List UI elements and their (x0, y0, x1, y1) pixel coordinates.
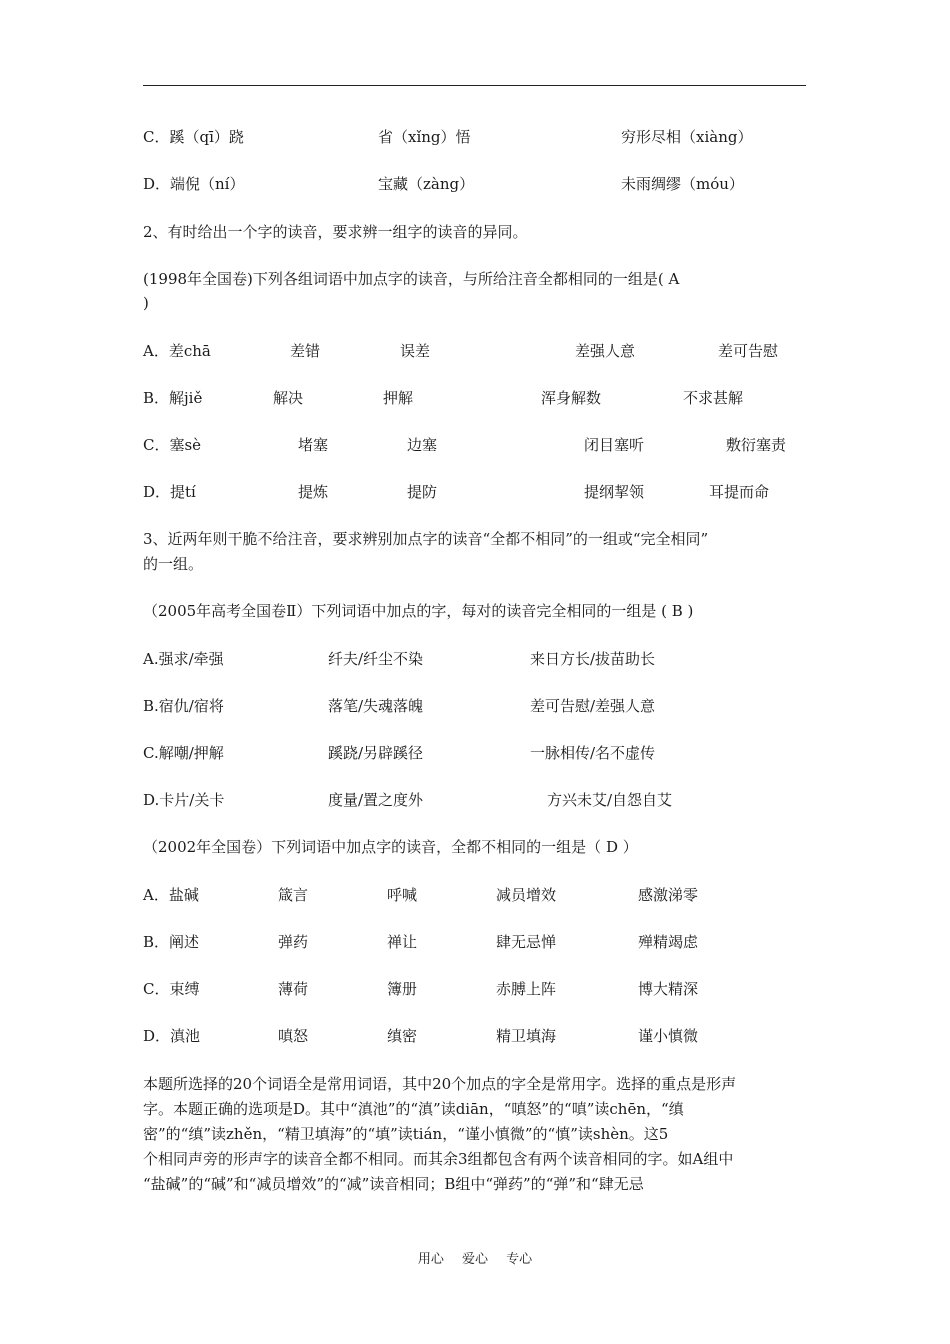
explanation-line-4: 个相同声旁的形声字的读音全都不相同。而其余3组都包含有两个读音相同的字。如A组中 (143, 1150, 734, 1168)
section-3-heading-line2: 的一组。 (143, 555, 204, 573)
q2005-a-1: A.强求/牵强 (143, 650, 224, 668)
q1-option-d-2: 宝藏（zàng） (378, 175, 475, 193)
explanation-line-1: 本题所选择的20个词语全是常用词语，其中20个加点的字全是常用字。选择的重点是形声 (143, 1075, 737, 1093)
q2002-a-3: 呼喊 (387, 886, 418, 904)
q2002-c-4: 赤膊上阵 (496, 980, 557, 998)
q1998-d-1: D．提tí (143, 483, 196, 501)
q1998-c-2: 堵塞 (298, 436, 329, 454)
q2005-b-2: 落笔/失魂落魄 (328, 697, 424, 715)
q2002-d-2: 嗔怒 (278, 1027, 309, 1045)
q1998-line1: (1998年全国卷)下列各组词语中加点字的读音，与所给注音全都相同的一组是( A (143, 270, 680, 288)
q1998-b-2: 解决 (273, 389, 304, 407)
q2005-d-1: D.卡片/关卡 (143, 791, 225, 809)
q2005-c-2: 蹊跷/另辟蹊径 (328, 744, 424, 762)
q2002-a-5: 感激涕零 (638, 886, 699, 904)
q1998-b-5: 不求甚解 (683, 389, 744, 407)
q1998-line2: ) (143, 294, 149, 312)
q1-option-d-1: D．端倪（ní） (143, 175, 245, 193)
q2002-question: （2002年全国卷）下列词语中加点字的读音，全都不相同的一组是（ D ） (143, 838, 638, 856)
q1-option-c-1: C．蹊（qī）跷 (143, 128, 244, 146)
explanation-line-2: 字。本题正确的选项是D。其中“滇池”的“滇”读diān，“嗔怒”的“嗔”读chēn，“缜 (143, 1100, 684, 1118)
q1998-c-4: 闭目塞听 (584, 436, 645, 454)
q1-option-c-3: 穷形尽相（xiàng） (621, 128, 753, 146)
q1998-c-5: 敷衍塞责 (726, 436, 787, 454)
q1998-c-3: 边塞 (407, 436, 438, 454)
q2002-b-3: 禅让 (387, 933, 418, 951)
q2002-d-5: 谨小慎微 (638, 1027, 699, 1045)
q2005-a-2: 纤夫/纤尘不染 (328, 650, 424, 668)
explanation-line-3: 密”的“缜”读zhěn，“精卫填海”的“填”读tián，“谨小慎微”的“慎”读shèn。这5 (143, 1125, 669, 1143)
q1998-d-5: 耳提而命 (709, 483, 770, 501)
q1998-c-1: C．塞sè (143, 436, 202, 454)
section-2-heading: 2、有时给出一个字的读音，要求辨一组字的读音的异同。 (143, 223, 528, 241)
q2002-d-3: 缜密 (387, 1027, 418, 1045)
q2005-a-3: 来日方长/拔苗助长 (530, 650, 656, 668)
q2002-c-2: 薄荷 (278, 980, 309, 998)
q1-option-d-3: 未雨绸缪（móu） (621, 175, 744, 193)
q1998-d-2: 提炼 (298, 483, 329, 501)
q2005-c-3: 一脉相传/名不虚传 (530, 744, 656, 762)
q2005-b-1: B.宿仇/宿将 (143, 697, 224, 715)
q2002-c-5: 博大精深 (638, 980, 699, 998)
q2005-c-1: C.解嘲/押解 (143, 744, 224, 762)
q1998-a-1: A．差chā (143, 342, 211, 360)
q2002-a-2: 箴言 (278, 886, 309, 904)
q2002-b-2: 弹药 (278, 933, 309, 951)
q2002-a-1: A．盐碱 (143, 886, 199, 904)
q2002-d-1: D．滇池 (143, 1027, 201, 1045)
q2002-a-4: 减员增效 (496, 886, 557, 904)
q2005-d-3: 方兴未艾/自怨自艾 (547, 791, 673, 809)
footer-text-3: 专心 (506, 1252, 533, 1267)
page-footer (0, 1248, 950, 1267)
section-3-heading-line1: 3、近两年则干脆不给注音，要求辨别加点字的读音“全都不相同”的一组或“完全相同” (143, 530, 709, 548)
q1-option-c-2: 省（xǐng）悟 (378, 128, 471, 146)
q2002-b-4: 肆无忌惮 (496, 933, 557, 951)
footer-text-2: 爱心 (461, 1252, 488, 1267)
footer-text-1: 用心 (417, 1252, 444, 1267)
q2005-question: （2005年高考全国卷Ⅱ）下列词语中加点的字，每对的读音完全相同的一组是 ( B ) (143, 602, 694, 620)
q2002-b-5: 殚精竭虑 (638, 933, 699, 951)
q1998-d-4: 提纲挈领 (584, 483, 645, 501)
q1998-a-2: 差错 (290, 342, 321, 360)
q2002-d-4: 精卫填海 (496, 1027, 557, 1045)
q1998-a-3: 误差 (400, 342, 431, 360)
q1998-d-3: 提防 (407, 483, 438, 501)
q2002-c-1: C．束缚 (143, 980, 200, 998)
explanation-line-5: “盐碱”的“碱”和“减员增效”的“减”读音相同；B组中“弹药”的“弹”和“肆无忌 (143, 1175, 644, 1193)
q2005-b-3: 差可告慰/差强人意 (530, 697, 656, 715)
q1998-b-4: 浑身解数 (541, 389, 602, 407)
q1998-a-4: 差强人意 (575, 342, 636, 360)
q2002-b-1: B．阐述 (143, 933, 200, 951)
q1998-a-5: 差可告慰 (718, 342, 779, 360)
q2002-c-3: 簿册 (387, 980, 418, 998)
q1998-b-3: 押解 (383, 389, 414, 407)
q1998-b-1: B．解jiě (143, 389, 203, 407)
header-rule (143, 85, 806, 86)
q2005-d-2: 度量/置之度外 (328, 791, 424, 809)
